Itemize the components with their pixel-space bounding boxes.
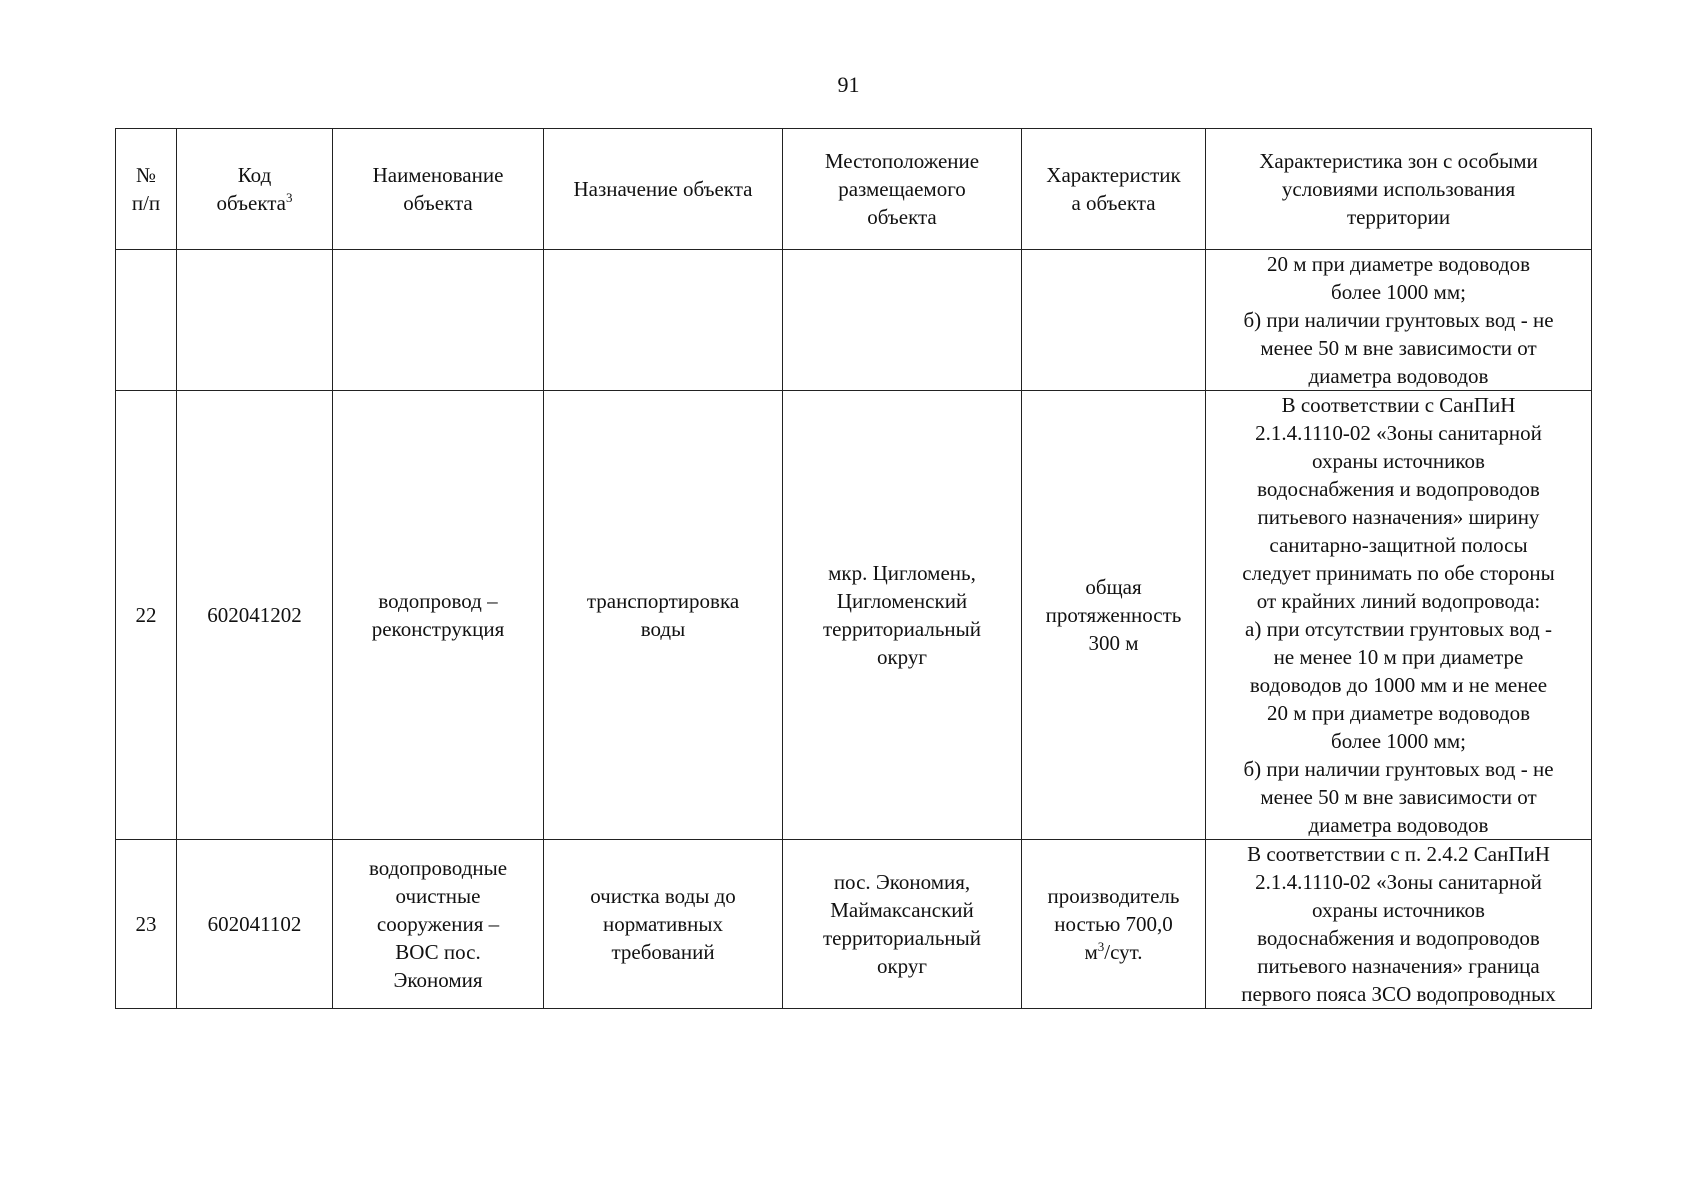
table-row bbox=[116, 840, 1592, 1009]
cell-characteristic bbox=[1022, 840, 1206, 1009]
cell-purpose: очистка воды до нормативных требований bbox=[544, 840, 783, 1009]
cell-location: пос. Экономия, Маймаксанский территориальный округ bbox=[783, 840, 1022, 1009]
cell-code bbox=[177, 250, 333, 391]
cell-zones: В соответствии с СанПиН 2.1.4.1110-02 «Зоны санитарной охраны источников водоснабжения и водопроводов питьевого назначения» ширину санитарно-защитной полосы следует принимать по обе стороны от крайних линий водопровода: а) при отсутствии грунтовых вод - не менее 10 м при диаметре водоводов до 1000 мм и не менее 20 м при диаметре водоводов более 1000 мм; б) при наличии грунтовых вод - не менее 50 м вне зависимости от диаметра водоводов bbox=[1206, 391, 1592, 840]
cell-number: 23 bbox=[116, 840, 177, 1009]
table-header-row bbox=[116, 129, 1592, 250]
cell-code: 602041102 bbox=[177, 840, 333, 1009]
cell-code: 602041202 bbox=[177, 391, 333, 840]
cell-location: мкр. Цигломень, Цигломенский территориальный округ bbox=[783, 391, 1022, 840]
cell-purpose bbox=[544, 250, 783, 391]
col-header-purpose: Назначение объекта bbox=[544, 129, 783, 250]
col-header-number: № п/п bbox=[116, 129, 177, 250]
col-header-code-label: Код объекта bbox=[216, 163, 287, 215]
cell-number: 22 bbox=[116, 391, 177, 840]
table-row bbox=[116, 391, 1592, 840]
cell-number bbox=[116, 250, 177, 391]
col-header-characteristic: Характеристик а объекта bbox=[1022, 129, 1206, 250]
cell-zones: В соответствии с п. 2.4.2 СанПиН 2.1.4.1110-02 «Зоны санитарной охраны источников водоснабжения и водопроводов питьевого назначения» граница первого пояса ЗСО водопроводных bbox=[1206, 840, 1592, 1009]
cell-characteristic bbox=[1022, 250, 1206, 391]
cell-zones: 20 м при диаметре водоводов более 1000 мм; б) при наличии грунтовых вод - не менее 50 м вне зависимости от диаметра водоводов bbox=[1206, 250, 1592, 391]
table-row bbox=[116, 250, 1592, 391]
objects-table bbox=[115, 128, 1592, 1009]
unit-superscript: 3 bbox=[1097, 939, 1105, 954]
col-header-zones: Характеристика зон с особыми условиями использования территории bbox=[1206, 129, 1592, 250]
characteristic-main: производитель ностью 700,0 м bbox=[1047, 884, 1180, 964]
col-header-code bbox=[177, 129, 333, 250]
cell-characteristic: общая протяженность 300 м bbox=[1022, 391, 1206, 840]
cell-name: водопровод – реконструкция bbox=[333, 391, 544, 840]
cell-name bbox=[333, 250, 544, 391]
footnote-marker: 3 bbox=[286, 190, 293, 205]
col-header-location: Местоположение размещаемого объекта bbox=[783, 129, 1022, 250]
page-number: 91 bbox=[837, 72, 860, 97]
cell-name: водопроводные очистные сооружения – ВОС пос. Экономия bbox=[333, 840, 544, 1009]
cell-location bbox=[783, 250, 1022, 391]
col-header-name: Наименование объекта bbox=[333, 129, 544, 250]
characteristic-unit-tail: /сут. bbox=[1104, 940, 1143, 964]
cell-purpose: транспортировка воды bbox=[544, 391, 783, 840]
